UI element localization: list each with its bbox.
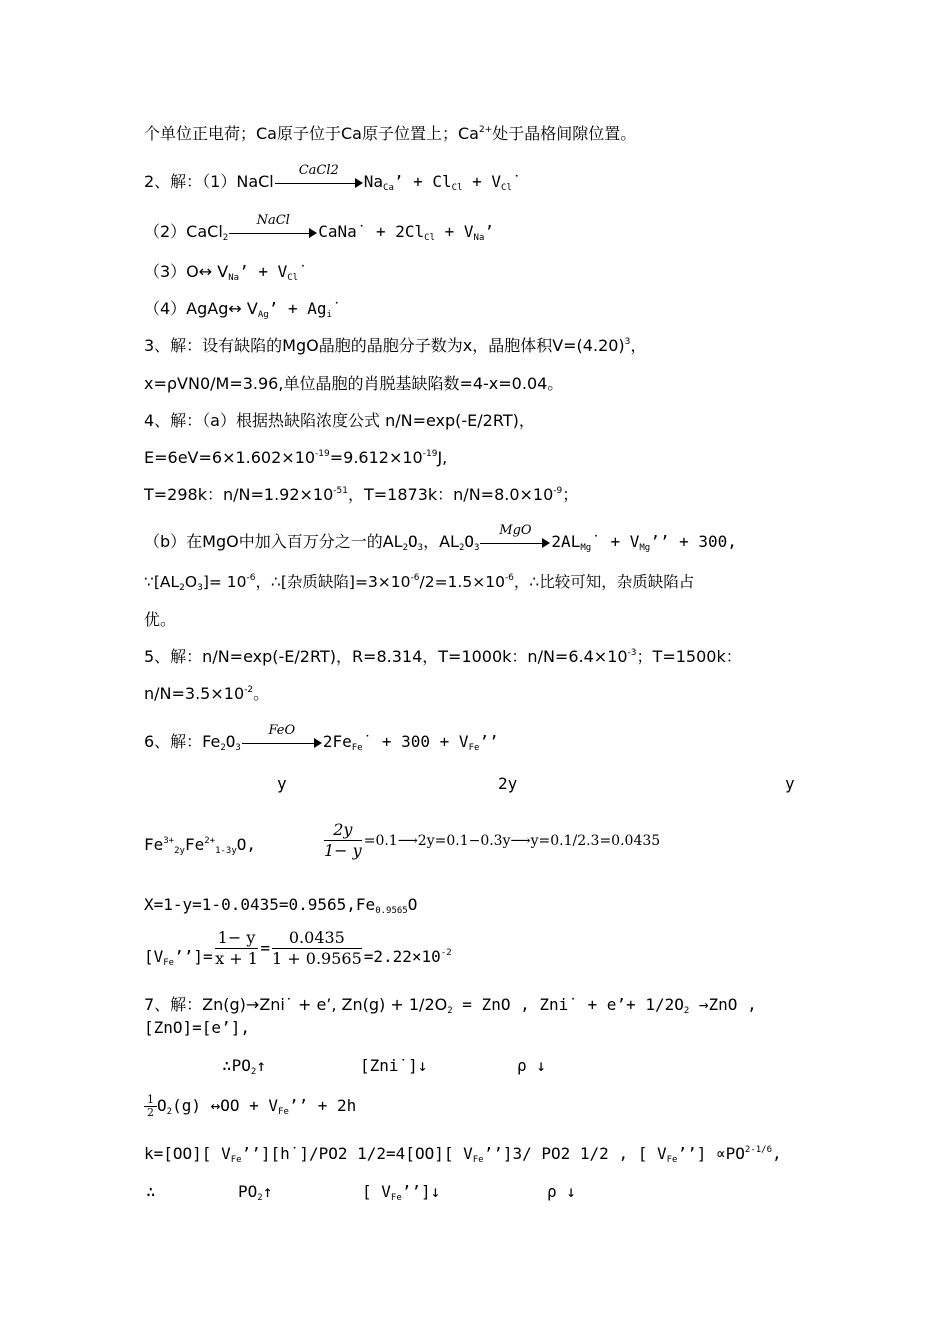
subscript: 3	[474, 543, 480, 553]
text: ˙ + V	[591, 532, 640, 551]
text: 7、解：Zn(g)→Zni˙ + e’, Zn(g) + 1/2O	[144, 995, 448, 1014]
subscript: 2	[166, 1107, 173, 1117]
subscript: 2	[402, 543, 408, 553]
superscript: 2+	[204, 836, 216, 846]
subscript: Ca	[383, 183, 394, 193]
text: ˙	[298, 262, 308, 281]
superscript: -3	[627, 648, 637, 658]
subscript: Fe	[468, 743, 480, 753]
text: 处于晶格间隙位置。	[492, 124, 637, 143]
text: 优。	[144, 610, 177, 629]
text: ’’]↓	[401, 1182, 441, 1201]
superscript: -6	[410, 573, 420, 583]
denominator: 2	[147, 1106, 154, 1119]
q4-line-3	[144, 485, 578, 505]
reaction-arrow	[480, 522, 550, 550]
q4-line-2	[144, 448, 447, 468]
subscript: Fe	[230, 1155, 242, 1165]
q7-trend-rho: ρ ↓	[517, 1056, 546, 1075]
text: ’’]=	[174, 947, 213, 966]
subscript: Ag	[257, 310, 269, 320]
text: Na	[363, 172, 384, 191]
text: ’’][h˙]/PO2 1/2=4[OO][ V	[241, 1144, 473, 1163]
subscript: 2	[179, 583, 185, 593]
q7-therefore: ∴	[146, 1182, 156, 1201]
text: ；T=1500k：	[636, 647, 742, 666]
superscript: 2+	[478, 125, 493, 135]
text: 5、解：n/N=exp(-E/2RT)，R=8.314，T=1000k：n/N=6.4×10	[144, 647, 628, 666]
q7-line-1	[144, 995, 757, 1015]
text: ’’ + 2h	[288, 1096, 357, 1115]
q7-trend-po2-2	[238, 1182, 272, 1201]
text: 2Fe	[322, 732, 352, 751]
text: ˙	[511, 172, 522, 191]
q6-fe-formula	[144, 835, 256, 855]
subscript: 2y	[174, 846, 185, 856]
line-ca-interstitial	[144, 124, 636, 144]
numerator: 1− y	[215, 928, 259, 949]
superscript: -2	[244, 685, 254, 695]
subscript: i	[326, 310, 332, 320]
text: ↑	[262, 1182, 273, 1201]
subscript: Fe	[390, 1193, 402, 1203]
superscript: -9	[553, 486, 563, 496]
text: →ZnO ,	[689, 995, 757, 1014]
q6-y-label-1: y	[277, 774, 287, 793]
numerator: 1	[144, 1094, 157, 1107]
subscript: Fe	[472, 1155, 484, 1165]
q7-k-line	[144, 1144, 782, 1164]
text: （b）在MgO中加入百万分之一的AL	[144, 532, 403, 551]
q5-line-1	[144, 647, 742, 667]
text: ’’]3/ PO2 1/2 , [ V	[483, 1144, 667, 1163]
superscript: -6	[504, 573, 514, 583]
superscript: -19	[315, 449, 330, 459]
text: n/N=3.5×10	[144, 684, 245, 703]
arrow-label: NaCl	[256, 212, 290, 228]
subscript: 1-3y	[215, 846, 237, 856]
q6-y-label-2: 2y	[498, 774, 518, 793]
subscript: 2	[257, 1193, 263, 1203]
subscript: Fe	[351, 743, 363, 753]
fraction	[324, 820, 362, 861]
text: 4、解：（a）根据热缺陷浓度公式 n/N=exp(-E/2RT)，	[144, 411, 535, 430]
text: ∵[AL	[144, 573, 180, 591]
fraction-half	[144, 1094, 157, 1119]
text: k=[OO][ V	[144, 1144, 231, 1163]
reaction-arrow	[229, 212, 317, 240]
text: ’ + Ag	[268, 299, 327, 318]
subscript: Na	[228, 273, 240, 283]
text: ’	[484, 222, 495, 241]
text: O	[225, 732, 236, 751]
subscript: Mg	[580, 543, 592, 553]
text: ’ + V	[239, 262, 288, 281]
text: [ V	[362, 1182, 391, 1201]
text: O,	[236, 835, 257, 854]
q7-trend-po2	[222, 1056, 266, 1075]
reaction-arrow	[242, 722, 322, 750]
subscript: 2	[222, 233, 229, 243]
superscript: 3+	[163, 836, 175, 846]
subscript: Fe	[163, 958, 175, 968]
text: ，∴比较可知，杂质缺陷占	[513, 573, 695, 591]
text: 6、解：Fe	[144, 732, 221, 751]
arrow-label: MgO	[499, 522, 532, 538]
q6-equation	[144, 722, 499, 753]
text: O	[184, 573, 198, 591]
superscript: 2-1/6	[744, 1145, 772, 1155]
text: [V	[144, 947, 164, 966]
subscript: Fe	[666, 1155, 678, 1165]
text: 2AL	[551, 532, 581, 551]
q2-equation-3	[144, 262, 308, 282]
text: Fe	[184, 835, 205, 854]
subscript: Cl	[424, 233, 436, 243]
text: 个单位正电荷；Ca原子位于Ca原子位置上；Ca	[144, 124, 479, 143]
text: ；	[562, 485, 579, 504]
subscript: 0.9565	[375, 906, 408, 916]
q4-line-c	[144, 572, 694, 592]
text: 3、解：设有缺陷的MgO晶胞的晶胞分子数为x，晶胞体积V=(4.20)	[144, 336, 625, 355]
text: ’’] ∝PO	[677, 1144, 745, 1163]
q7-trend-vfe	[362, 1182, 440, 1201]
q5-line-2	[144, 684, 269, 704]
text: (g) ↔OO + V	[172, 1096, 279, 1115]
subscript: Cl	[287, 273, 299, 283]
q2-equation-1	[144, 162, 522, 193]
q6-x-line	[144, 895, 417, 915]
denominator: 1− y	[324, 841, 362, 860]
text: PO	[238, 1182, 258, 1201]
superscript: -2	[440, 948, 452, 958]
subscript: 3	[417, 543, 424, 553]
subscript: 2	[250, 1067, 257, 1077]
q2-equation-2	[144, 212, 495, 243]
text: （4）AgAg↔ V	[144, 299, 258, 318]
subscript: Mg	[639, 543, 651, 553]
text: O	[464, 532, 474, 551]
denominator: x + 1	[215, 949, 258, 968]
subscript: Fe	[278, 1107, 289, 1117]
text: 。	[253, 684, 270, 703]
q6-y-label-3: y	[785, 774, 795, 793]
text: + V	[435, 222, 474, 241]
text: CaNa˙ + 2Cl	[318, 222, 425, 241]
text: Fe	[144, 835, 164, 854]
q7-o2-equation	[144, 1094, 356, 1119]
text: ↑	[256, 1056, 266, 1075]
fraction	[215, 928, 259, 969]
q7-line-2	[144, 1018, 250, 1038]
text: O	[408, 532, 418, 551]
text: ]= 10	[202, 573, 247, 591]
arrow-label: CaCl2	[298, 162, 339, 178]
text: ,	[771, 1144, 782, 1163]
q6-vacancy-line: $[V_{Fe}’’]=$ $\frac{1- y}{x + 1}$ = $\frac{0.0435}{1 + 0.9565}$ $=2.22\times 10^{-2}$	[144, 928, 452, 968]
superscript: -51	[333, 486, 348, 496]
q4-line-d	[144, 610, 176, 630]
text: ，∴[杂质缺陷]=3×10	[255, 573, 411, 591]
text: =2.22×10	[363, 947, 441, 966]
text: （2）CaCl	[144, 222, 223, 241]
subscript: Cl	[451, 183, 463, 193]
text: ∴PO	[222, 1056, 251, 1075]
text: 2、解：（1）NaCl	[144, 172, 274, 191]
q4-line-1	[144, 411, 535, 431]
arrow-label: FeO	[268, 722, 296, 738]
numerator: 2y	[324, 820, 362, 841]
q3-line-1	[144, 336, 646, 356]
text: ’’	[479, 732, 499, 751]
text: [ZnO]=[e’],	[144, 1018, 250, 1037]
subscript: 2	[220, 743, 226, 753]
fraction	[272, 928, 362, 969]
superscript: -19	[422, 449, 438, 459]
text: ，AL	[423, 532, 459, 551]
q4-line-b	[144, 522, 737, 553]
text: x=ρVN0/M=3.96,单位晶胞的肖脱基缺陷数=4-x=0.04。	[144, 374, 564, 393]
text: E=6eV=6×1.602×10	[144, 448, 316, 467]
text: /2=1.5×10	[419, 573, 505, 591]
q2-equation-4	[144, 299, 342, 319]
superscript: 3	[624, 337, 631, 347]
text: （3）O↔ V	[144, 262, 229, 281]
subscript: 2	[447, 1006, 453, 1016]
denominator: 1 + 0.9565	[272, 949, 362, 968]
text: = ZnO , Zni˙ + e’+ 1/2O	[452, 995, 684, 1014]
subscript: Cl	[501, 183, 512, 193]
subscript: Na	[473, 233, 485, 243]
numerator: 0.0435	[272, 928, 362, 949]
q6-fraction-equation	[322, 820, 660, 861]
subscript: 2	[683, 1006, 690, 1016]
text: ’’ + 300,	[650, 532, 737, 551]
text: + V	[462, 172, 502, 191]
text: X=1-y=1-0.0435=0.9565,Fe	[144, 895, 376, 914]
text: ’ + Cl	[393, 172, 452, 191]
q7-trend-zni: [Zni˙]↓	[360, 1056, 428, 1075]
subscript: 3	[197, 583, 203, 593]
text: =0.1⟶2y=0.1−0.3y⟶y=0.1/2.3=0.0435	[363, 833, 661, 849]
reaction-arrow	[275, 162, 363, 190]
text: T=298k：n/N=1.92×10	[144, 485, 334, 504]
text: O	[157, 1096, 167, 1115]
q7-trend-rho-2: ρ ↓	[547, 1182, 576, 1201]
q3-line-2	[144, 374, 563, 394]
text: ˙	[331, 299, 342, 318]
text: J,	[437, 448, 448, 467]
superscript: -6	[246, 573, 256, 583]
subscript: 3	[235, 743, 241, 753]
text: ˙ + 300 + V	[362, 732, 469, 751]
text: ，	[630, 336, 647, 355]
text: ，T=1873k：n/N=8.0×10	[348, 485, 554, 504]
subscript: 2	[458, 543, 465, 553]
text: O	[407, 895, 418, 914]
text: =9.612×10	[329, 448, 423, 467]
